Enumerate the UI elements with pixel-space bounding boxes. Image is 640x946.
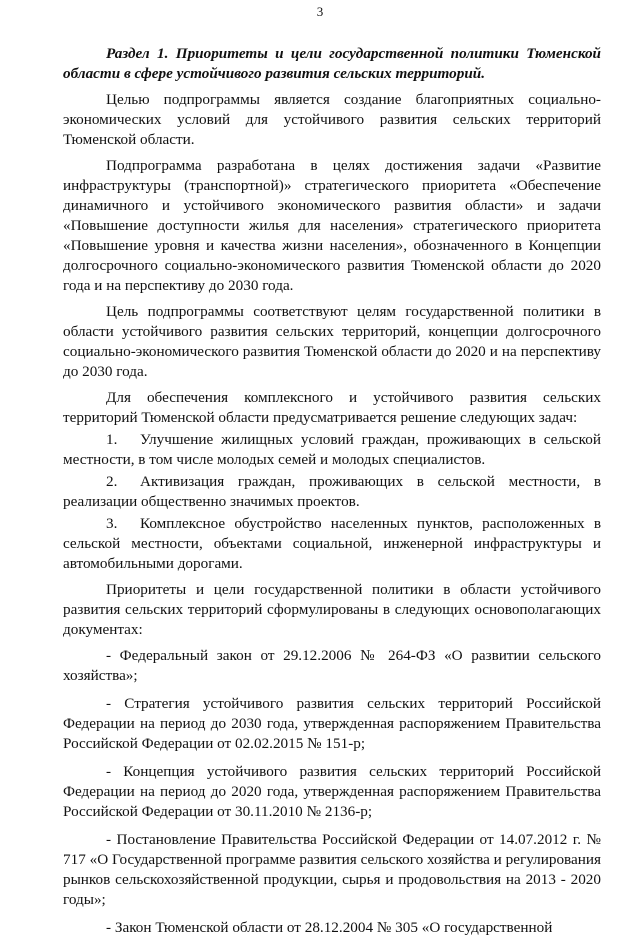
section-heading: Раздел 1. Приоритеты и цели государственной политики Тюменской области в сфере устойчивого развития сельских территорий. xyxy=(63,45,601,82)
page-number: 3 xyxy=(316,4,324,19)
paragraph-priorities-intro: Приоритеты и цели государственной политики в области устойчивого развития сельских территорий сформулированы в следующих основополагающих документах: xyxy=(63,581,601,638)
task-item-1 xyxy=(63,430,601,470)
paragraph-correspondence: Цель подпрограммы соответствуют целям государственной политики в области устойчивого развития сельских территорий, концепции долгосрочного социально-экономического развития Тюменской области до 2020 и на перспективу до 2030 года. xyxy=(63,303,601,380)
task-text: Активизация граждан, проживающих в сельской местности, в реализации общественно значимых проектов. xyxy=(63,473,601,510)
document-item-federal-law: - Федеральный закон от 29.12.2006 № 264-ФЗ «О развитии сельского хозяйства»; xyxy=(63,647,601,684)
paragraph-tasks-intro: Для обеспечения комплексного и устойчивого развития сельских территорий Тюменской области предусматривается решение следующих задач: xyxy=(63,389,601,426)
task-item-3 xyxy=(63,514,601,574)
document-body xyxy=(63,44,601,946)
task-number: 2. xyxy=(106,473,118,490)
document-item-regional-law: - Закон Тюменской области от 28.12.2004 № 305 «О государственной xyxy=(106,919,553,936)
task-number: 1. xyxy=(106,431,118,448)
paragraph-goal: Целью подпрограммы является создание благоприятных социально-экономических условий для устойчивого развития сельских территорий Тюменской области. xyxy=(63,91,601,148)
document-item-concept: - Концепция устойчивого развития сельских территорий Российской Федерации на период до 2020 года, утвержденная распоряжением Правительства Российской Федерации от 30.11.2010 № 2136-р; xyxy=(63,763,601,820)
task-item-2 xyxy=(63,472,601,512)
document-item-government-decree: - Постановление Правительства Российской Федерации от 14.07.2012 г. № 717 «О Государственной программе развития сельского хозяйства и регулирования рынков сельскохозяйственной продукции, сырья и продовольствия на 2013 - 2020 годы»; xyxy=(63,831,601,908)
document-item-strategy: - Стратегия устойчивого развития сельских территорий Российской Федерации на период до 2030 года, утвержденная распоряжением Правительства Российской Федерации от 02.02.2015 № 151-р; xyxy=(63,695,601,752)
task-text: Улучшение жилищных условий граждан, проживающих в сельской местности, в том числе молодых семей и молодых специалистов. xyxy=(63,431,601,468)
task-text: Комплексное обустройство населенных пунктов, расположенных в сельской местности, объектами социальной, инженерной инфраструктуры и автомобильными дорогами. xyxy=(63,515,601,572)
paragraph-developed: Подпрограмма разработана в целях достижения задачи «Развитие инфраструктуры (транспортной)» стратегического приоритета «Обеспечение динамичного и устойчивого экономического развития области» и задачи «Повышение доступности жилья для населения» стратегического приоритета «Повышение уровня и качества жизни населения», обозначенного в Концепции долгосрочного социально-экономического развития Тюменской области до 2020 года и на перспективу до 2030 года. xyxy=(63,157,601,294)
task-number: 3. xyxy=(106,515,118,532)
